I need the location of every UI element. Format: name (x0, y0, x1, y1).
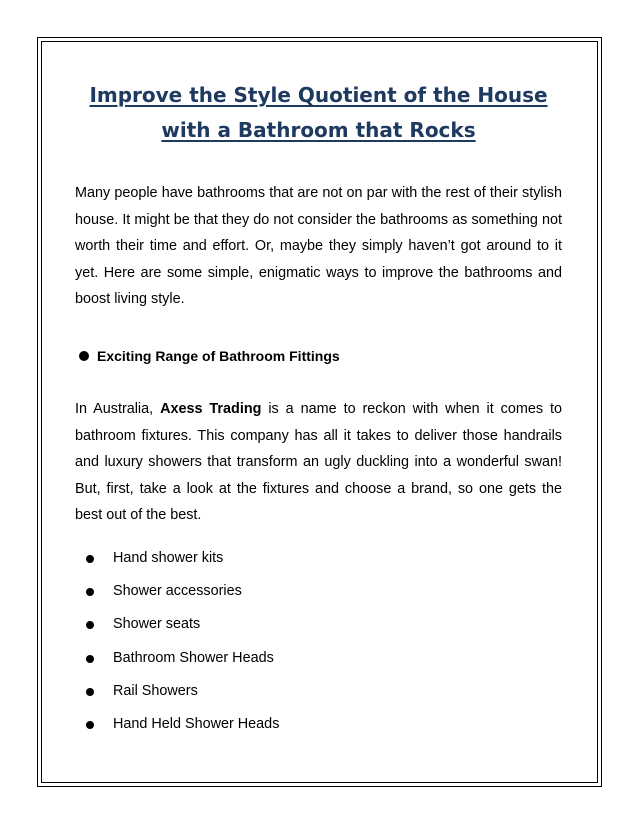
bullet-icon (86, 655, 94, 663)
bullet-icon (86, 688, 94, 696)
bullet-icon (86, 555, 94, 563)
section-paragraph (75, 396, 562, 529)
section-heading (75, 343, 562, 369)
paragraph-text-end: is a name to reckon with when it comes to bathroom fixtures. This company has all it takes to deliver those handrails and luxury showers that transform an ugly duckling into a wonderful swan! But, first, take a look at the fixtures and choose a brand, so one gets the best out of the best. (75, 401, 562, 523)
list-item (75, 642, 562, 675)
bullet-icon (79, 351, 89, 361)
list-item-text: Hand Held Shower Heads (113, 715, 280, 732)
title-line-1: Improve the Style Quotient of the House (89, 83, 548, 107)
document-title (75, 78, 562, 148)
list-item-text: Rail Showers (113, 682, 198, 699)
paragraph-text-start: In Australia, (75, 401, 161, 417)
list-item-text: Shower seats (113, 616, 201, 633)
list-item (75, 608, 562, 641)
intro-paragraph: Many people have bathrooms that are not on par with the rest of their stylish house. It might be that they do not consider the bathrooms as something not worth their time and effort. Or, maybe they simply haven’t got around to it yet. Here are some simple, enigmatic ways to improve the bathrooms and boost living style. (75, 185, 562, 307)
title-line-2: with a Bathroom that Rocks (161, 118, 476, 142)
list-item (75, 708, 562, 741)
bullet-icon (86, 721, 94, 729)
list-item (75, 575, 562, 608)
list-item-text: Bathroom Shower Heads (113, 649, 274, 666)
list-item (75, 542, 562, 575)
list-item-text: Shower accessories (113, 583, 242, 600)
fixtures-list (75, 542, 562, 741)
list-item-text: Hand shower kits (113, 550, 224, 566)
bullet-icon (86, 588, 94, 596)
bullet-icon (86, 621, 94, 629)
company-name: Axess Trading (160, 401, 262, 417)
section-heading-text: Exciting Range of Bathroom Fittings (97, 348, 340, 364)
list-item (75, 675, 562, 708)
